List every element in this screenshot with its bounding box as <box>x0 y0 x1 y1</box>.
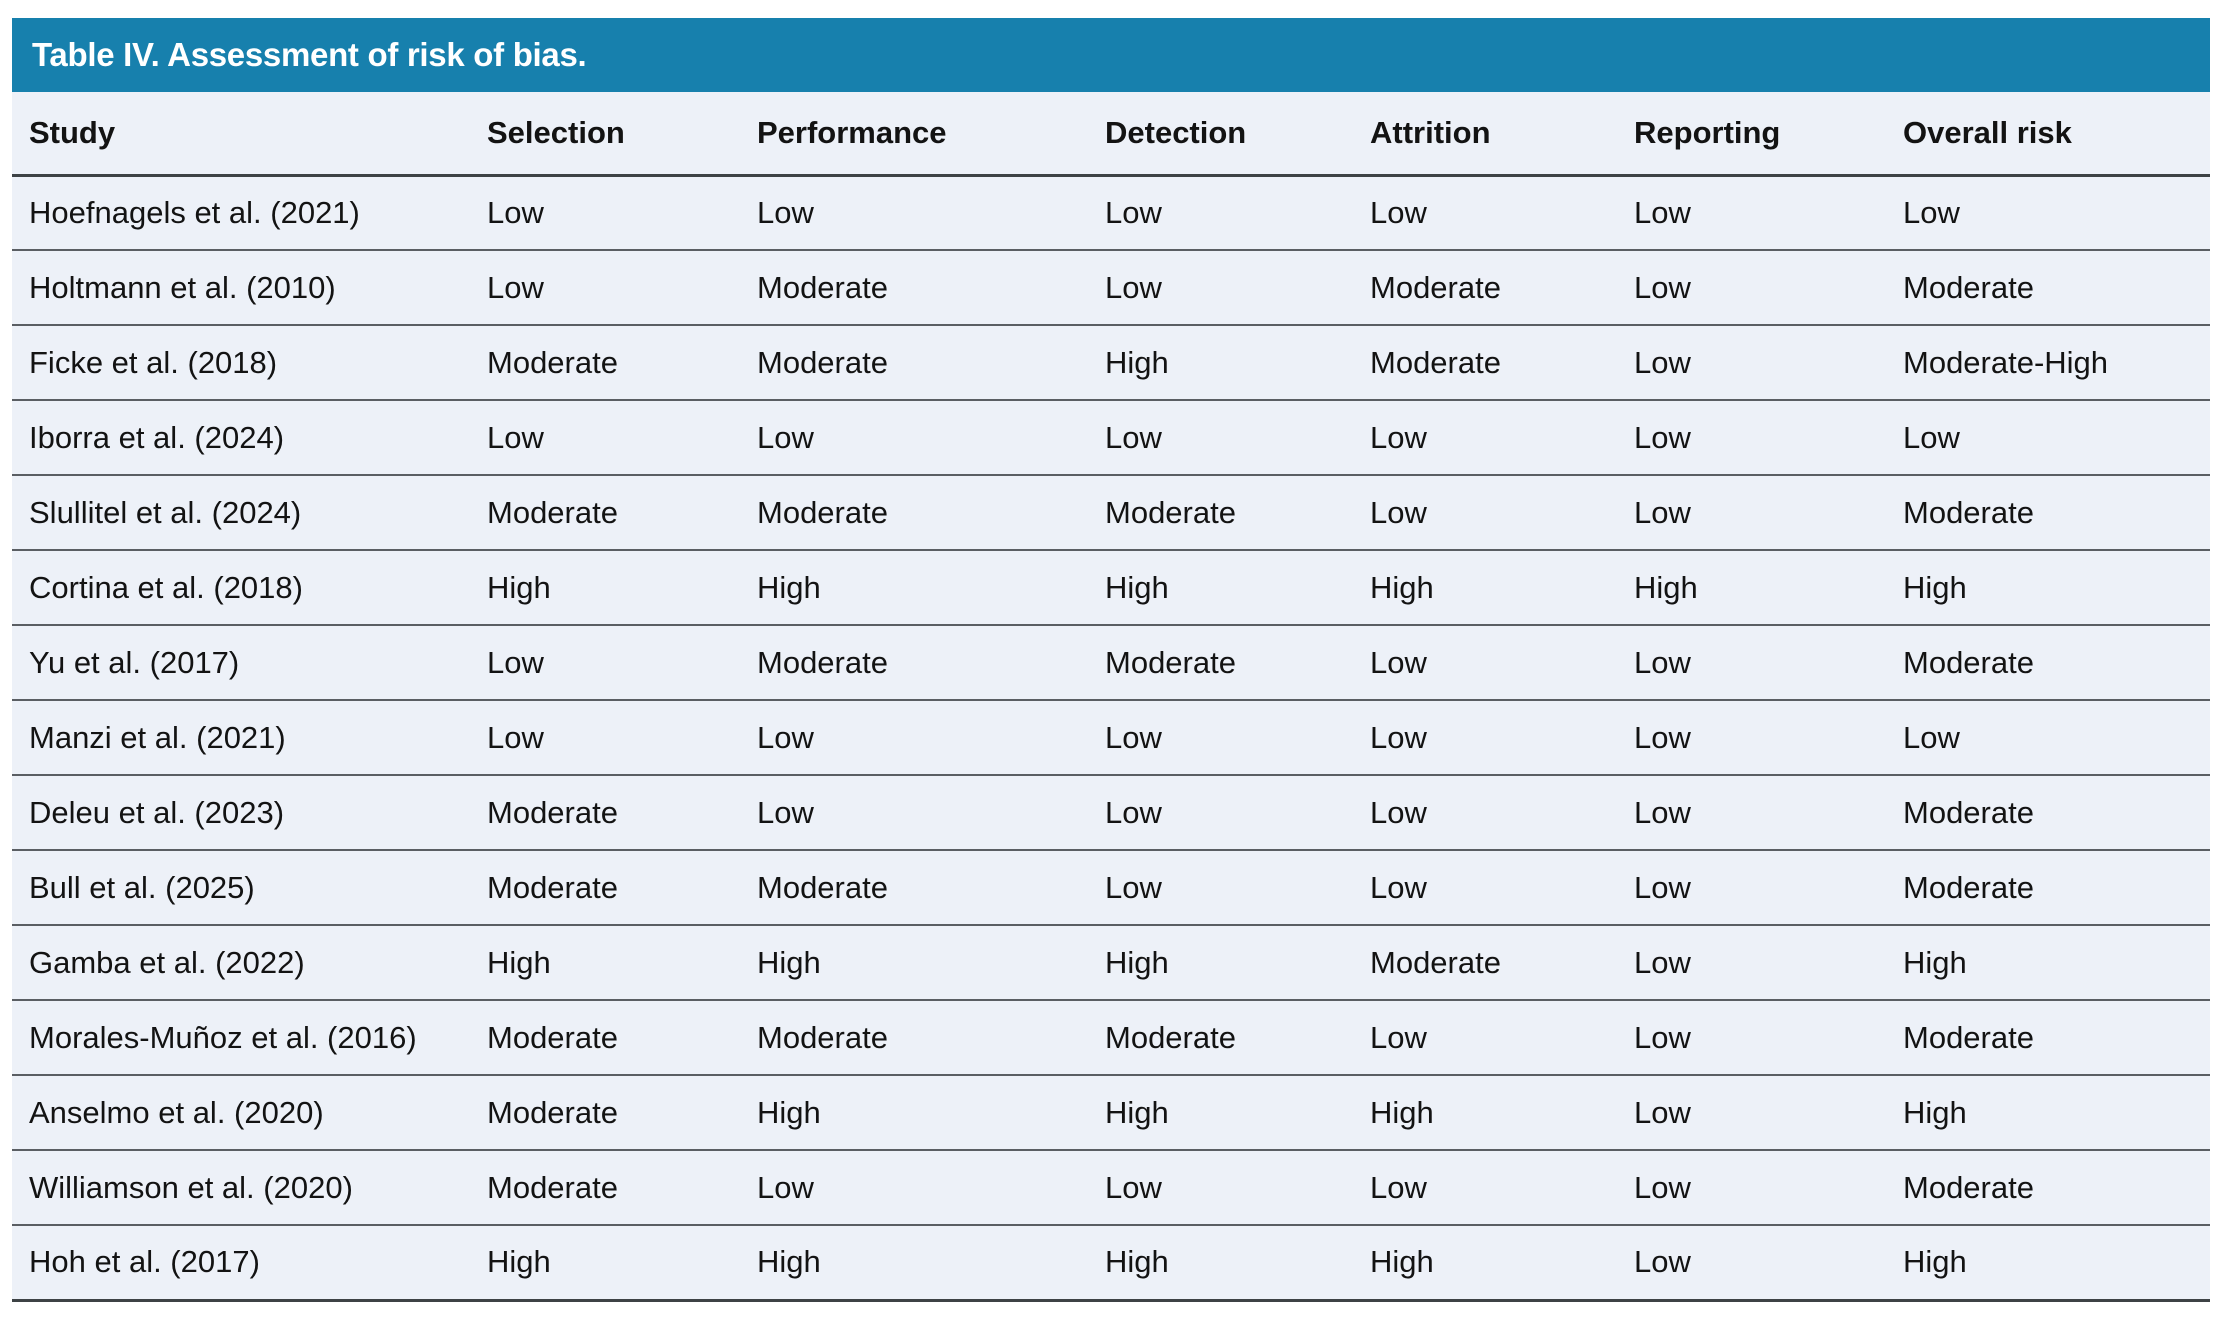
rating-cell-reporting: Low <box>1617 325 1886 400</box>
rating-cell-attrition: Low <box>1353 475 1617 550</box>
study-cell: Holtmann et al. (2010) <box>12 250 470 325</box>
table-row <box>12 550 2210 625</box>
rating-cell-reporting: Low <box>1617 1000 1886 1075</box>
rating-cell-detection: High <box>1088 550 1353 625</box>
study-cell: Anselmo et al. (2020) <box>12 1075 470 1150</box>
rating-cell-attrition: Low <box>1353 175 1617 250</box>
rating-cell-performance: Low <box>740 1150 1088 1225</box>
table-row <box>12 925 2210 1000</box>
rating-cell-overall-risk: High <box>1886 1075 2210 1150</box>
rating-cell-reporting: Low <box>1617 925 1886 1000</box>
rating-cell-attrition: Low <box>1353 400 1617 475</box>
rating-cell-reporting: Low <box>1617 475 1886 550</box>
rating-cell-selection: Moderate <box>470 1075 740 1150</box>
rating-cell-detection: Low <box>1088 850 1353 925</box>
rating-cell-performance: High <box>740 1075 1088 1150</box>
study-cell: Manzi et al. (2021) <box>12 700 470 775</box>
rating-cell-overall-risk: High <box>1886 550 2210 625</box>
table-row <box>12 700 2210 775</box>
study-cell: Cortina et al. (2018) <box>12 550 470 625</box>
table-row <box>12 775 2210 850</box>
table-row <box>12 1225 2210 1300</box>
rating-cell-overall-risk: Moderate <box>1886 625 2210 700</box>
rating-cell-performance: High <box>757 1244 821 1280</box>
rating-cell-selection: Moderate <box>470 1000 740 1075</box>
rating-cell-reporting: Low <box>1617 1150 1886 1225</box>
rating-cell-detection: High <box>1088 1075 1353 1150</box>
table-row <box>12 175 2210 250</box>
rating-cell-attrition: High <box>1353 550 1617 625</box>
rating-cell-detection: High <box>1105 1244 1169 1280</box>
table-row <box>12 850 2210 925</box>
rating-cell-performance: Low <box>740 775 1088 850</box>
study-cell: Deleu et al. (2023) <box>12 775 470 850</box>
study-cell: Ficke et al. (2018) <box>12 325 470 400</box>
rating-cell-reporting: Low <box>1617 400 1886 475</box>
rating-cell-performance: Moderate <box>740 325 1088 400</box>
column-header-study: Study <box>12 92 470 175</box>
rating-cell-overall-risk: Moderate <box>1886 250 2210 325</box>
rating-cell-attrition: Low <box>1353 700 1617 775</box>
rating-cell-reporting: Low <box>1634 1244 1691 1280</box>
rating-cell-selection: High <box>470 925 740 1000</box>
study-cell: Hoefnagels et al. (2021) <box>12 175 470 250</box>
rating-cell-attrition: Low <box>1353 625 1617 700</box>
rating-cell-overall-risk: Moderate-High <box>1886 325 2210 400</box>
rating-cell-detection: Low <box>1088 775 1353 850</box>
table-row <box>12 1075 2210 1150</box>
rating-cell-selection: Low <box>470 625 740 700</box>
rating-cell-attrition: Moderate <box>1353 250 1617 325</box>
rating-cell-attrition: Low <box>1353 775 1617 850</box>
rating-cell-selection: Low <box>470 400 740 475</box>
rating-cell-attrition: Moderate <box>1353 925 1617 1000</box>
rating-cell-overall-risk: High <box>1903 1244 1967 1280</box>
rating-cell-selection: Moderate <box>470 325 740 400</box>
rating-cell-attrition: Low <box>1353 1150 1617 1225</box>
rating-cell-selection: Low <box>470 700 740 775</box>
rating-cell-reporting: Low <box>1617 625 1886 700</box>
rating-cell-overall-risk: Low <box>1886 400 2210 475</box>
table-row <box>12 625 2210 700</box>
table-row <box>12 400 2210 475</box>
rating-cell-selection: High <box>470 550 740 625</box>
rating-cell-attrition: High <box>1353 1075 1617 1150</box>
table-body <box>12 175 2210 1300</box>
rating-cell-reporting: Low <box>1617 175 1886 250</box>
rating-cell-attrition: High <box>1370 1244 1434 1280</box>
column-header-overall-risk: Overall risk <box>1886 92 2210 175</box>
rating-cell-selection: Low <box>470 250 740 325</box>
table-row <box>12 250 2210 325</box>
rating-cell-detection: High <box>1088 925 1353 1000</box>
rating-cell-performance: Moderate <box>740 250 1088 325</box>
rating-cell-overall-risk: Moderate <box>1886 1000 2210 1075</box>
study-cell: Yu et al. (2017) <box>12 625 470 700</box>
rating-cell-performance: High <box>740 925 1088 1000</box>
rating-cell-performance: Moderate <box>740 475 1088 550</box>
study-cell: Gamba et al. (2022) <box>12 925 470 1000</box>
rating-cell-overall-risk: Moderate <box>1886 775 2210 850</box>
rating-cell-selection: Moderate <box>470 1150 740 1225</box>
study-cell: Williamson et al. (2020) <box>12 1150 470 1225</box>
table-title: Table IV. Assessment of risk of bias. <box>32 36 587 73</box>
column-header-selection: Selection <box>470 92 740 175</box>
rating-cell-attrition: Moderate <box>1353 325 1617 400</box>
rating-cell-detection: Low <box>1088 700 1353 775</box>
column-header-detection: Detection <box>1088 92 1353 175</box>
table-row <box>12 1150 2210 1225</box>
rating-cell-overall-risk: Low <box>1886 700 2210 775</box>
rating-cell-detection: Low <box>1088 175 1353 250</box>
rating-cell-overall-risk: High <box>1886 925 2210 1000</box>
rating-cell-selection: High <box>487 1244 551 1280</box>
column-header-reporting: Reporting <box>1617 92 1886 175</box>
rating-cell-overall-risk: Moderate <box>1886 475 2210 550</box>
study-cell: Morales-Muñoz et al. (2016) <box>12 1000 470 1075</box>
rating-cell-reporting: Low <box>1617 775 1886 850</box>
risk-of-bias-table <box>12 92 2210 1302</box>
table-row <box>12 475 2210 550</box>
rating-cell-selection: Moderate <box>470 775 740 850</box>
rating-cell-overall-risk: Low <box>1886 175 2210 250</box>
rating-cell-reporting: Low <box>1617 250 1886 325</box>
column-header-attrition: Attrition <box>1353 92 1617 175</box>
rating-cell-detection: Low <box>1088 1150 1353 1225</box>
table-row <box>12 325 2210 400</box>
study-cell: Slullitel et al. (2024) <box>12 475 470 550</box>
rating-cell-performance: Moderate <box>740 1000 1088 1075</box>
rating-cell-performance: Low <box>740 700 1088 775</box>
rating-cell-detection: High <box>1088 325 1353 400</box>
rating-cell-reporting: High <box>1617 550 1886 625</box>
study-cell: Iborra et al. (2024) <box>12 400 470 475</box>
rating-cell-performance: Low <box>740 400 1088 475</box>
rating-cell-detection: Moderate <box>1088 625 1353 700</box>
rating-cell-performance: High <box>740 550 1088 625</box>
rating-cell-reporting: Low <box>1617 850 1886 925</box>
rating-cell-reporting: Low <box>1617 1075 1886 1150</box>
table-title-bar <box>12 18 2210 92</box>
table-header-row <box>12 92 2210 175</box>
study-cell: Bull et al. (2025) <box>12 850 470 925</box>
rating-cell-overall-risk: Moderate <box>1886 850 2210 925</box>
rating-cell-selection: Low <box>470 175 740 250</box>
rating-cell-performance: Moderate <box>740 850 1088 925</box>
rating-cell-detection: Low <box>1088 250 1353 325</box>
rating-cell-reporting: Low <box>1617 700 1886 775</box>
table-row <box>12 1000 2210 1075</box>
rating-cell-selection: Moderate <box>470 475 740 550</box>
rating-cell-selection: Moderate <box>470 850 740 925</box>
column-header-performance: Performance <box>740 92 1088 175</box>
rating-cell-performance: Moderate <box>740 625 1088 700</box>
rating-cell-detection: Low <box>1088 400 1353 475</box>
study-cell: Hoh et al. (2017) <box>29 1244 260 1280</box>
rating-cell-overall-risk: Moderate <box>1886 1150 2210 1225</box>
rating-cell-performance: Low <box>740 175 1088 250</box>
rating-cell-attrition: Low <box>1353 1000 1617 1075</box>
rating-cell-detection: Moderate <box>1088 1000 1353 1075</box>
rating-cell-attrition: Low <box>1353 850 1617 925</box>
rating-cell-detection: Moderate <box>1088 475 1353 550</box>
